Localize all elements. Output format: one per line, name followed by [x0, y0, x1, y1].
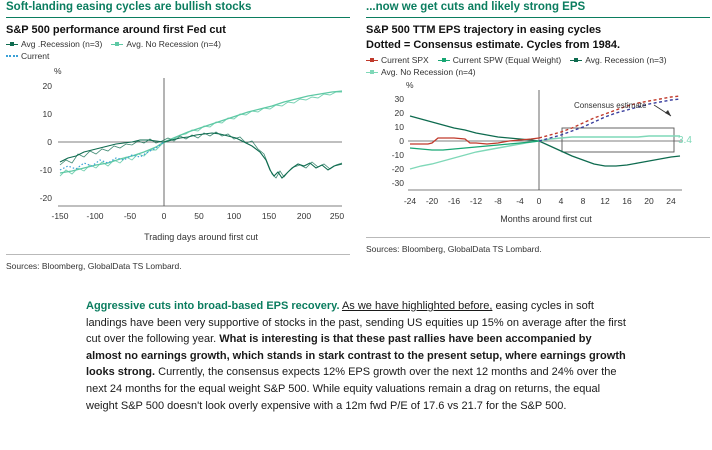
series-avg-no-recession: [60, 91, 342, 173]
y-tick-20: 20: [42, 81, 52, 91]
x-tick-100: 100: [226, 211, 242, 221]
annotation-arrow-head-icon: [665, 110, 671, 116]
y-tick-0: 0: [399, 136, 404, 146]
commentary-segment-2: Currently, the consensus expects 12% EPS growth over the next 12 months and 24% over the next 24 months for the equal weight S&P 500. While equity valuations remain a drag on returns, the equal weight S&P 500 doesn't look overly expensive with a 12m fwd P/E of 17.6 vs 21.7 for the S&P 500.: [86, 366, 617, 412]
x-tick-150: 150: [261, 211, 277, 221]
x-tick-neg16: -16: [447, 196, 461, 206]
commentary-bold-2: What is interesting is that these past rallies have been accompanied by almost no earnings growth, which stands in stark contrast to the present setup, where earnings growth looks strong.: [86, 333, 626, 379]
x-tick-50: 50: [194, 211, 204, 221]
legend-item-current-spw: [438, 54, 562, 66]
x-tick-neg50: -50: [123, 211, 137, 221]
legend-item-avg-no-recession: [111, 38, 221, 50]
legend-label: Current SPW (Equal Weight): [452, 55, 562, 65]
legend-item-current: [6, 50, 49, 62]
line-swatch-icon: [366, 72, 378, 73]
y-tick-neg20: -20: [391, 164, 404, 174]
legend-item-current-spx: [366, 54, 429, 66]
right-chart-svg: [366, 80, 710, 228]
x-tick-250: 250: [329, 211, 345, 221]
commentary-lead: Aggressive cuts into broad-based EPS recovery.: [86, 300, 340, 312]
legend-item-avg-recession: [6, 38, 102, 50]
y-tick-20: 20: [394, 108, 404, 118]
line-swatch-icon: [366, 60, 378, 61]
x-tick-8: 8: [580, 196, 586, 206]
left-source-note: Sources: Bloomberg, GlobalData TS Lombard.: [6, 261, 182, 271]
right-chart-subtitle: Dotted = Consensus estimate. Cycles from 1984.: [366, 39, 621, 51]
line-swatch-icon: [570, 60, 582, 61]
left-x-axis-title-svg: [6, 229, 350, 245]
y-tick-10: 10: [42, 109, 52, 119]
x-tick-neg4: -4: [516, 196, 524, 206]
series-avg-recession-detail: [60, 132, 342, 178]
x-tick-neg20: -20: [425, 196, 439, 206]
right-source-divider: [366, 237, 710, 238]
x-tick-200: 200: [296, 211, 312, 221]
x-tick-neg24: -24: [403, 196, 417, 206]
dotted-line-swatch-icon: [6, 55, 18, 57]
line-swatch-icon: [438, 60, 450, 61]
x-tick-neg12: -12: [469, 196, 483, 206]
y-tick-neg10: -10: [39, 165, 52, 175]
x-tick-neg150: -150: [51, 211, 69, 221]
callout-box: [562, 128, 674, 152]
x-tick-neg100: -100: [86, 211, 104, 221]
y-tick-30: 30: [394, 94, 404, 104]
x-tick-0: 0: [161, 211, 167, 221]
left-chart-legend: [6, 38, 350, 62]
y-tick-0: 0: [47, 137, 52, 147]
x-tick-0: 0: [536, 196, 542, 206]
right-chart-legend: [366, 54, 710, 78]
x-axis-title: Trading days around first cut: [144, 232, 258, 242]
left-chart-title: S&P 500 performance around first Fed cut: [6, 24, 226, 36]
legend-item-avg-recession: [570, 54, 666, 66]
right-chart-title: S&P 500 TTM EPS trajectory in easing cycles: [366, 24, 602, 36]
commentary-underlined: As we have highlighted before,: [341, 300, 493, 312]
y-axis-unit: %: [54, 66, 62, 76]
right-chart-panel: [366, 0, 710, 254]
x-tick-12: 12: [600, 196, 610, 206]
legend-label: Avg .Recession (n=3): [21, 39, 103, 49]
legend-label: Current SPX: [381, 55, 429, 65]
left-source-divider: [6, 254, 350, 255]
right-chart-canvas: [366, 80, 710, 233]
x-tick-24: 24: [666, 196, 676, 206]
commentary-segment-1: easing cycles in soft landings have been very supportive of stocks in the past, sending US equities up 15% on average after the first cut over the following year.: [86, 300, 626, 346]
line-swatch-icon: [6, 44, 18, 45]
x-tick-neg8: -8: [494, 196, 502, 206]
series-avg-recession: [60, 133, 342, 178]
left-chart-panel: [6, 0, 350, 271]
commentary-paragraph: [86, 298, 626, 414]
consensus-annotation: Consensus estimate: [574, 101, 647, 110]
y-tick-neg10: -10: [391, 150, 404, 160]
x-axis-title: Months around first cut: [500, 214, 592, 224]
legend-label: Avg. No Recession (n=4): [381, 67, 476, 77]
x-tick-16: 16: [622, 196, 632, 206]
y-tick-neg30: -30: [391, 178, 404, 188]
legend-item-avg-no-recession: [366, 66, 476, 78]
y-tick-neg20: -20: [39, 193, 52, 203]
x-tick-20: 20: [644, 196, 654, 206]
y-tick-10: 10: [394, 122, 404, 132]
left-chart-svg: [6, 64, 350, 224]
x-tick-4: 4: [558, 196, 564, 206]
right-panel-header: ...now we get cuts and likely strong EPS: [366, 0, 710, 18]
legend-label: Avg. Recession (n=3): [585, 55, 667, 65]
left-panel-header: Soft-landing easing cycles are bullish stocks: [6, 0, 350, 18]
right-source-note: Sources: Bloomberg, GlobalData TS Lombard.: [366, 244, 542, 254]
left-chart-canvas: [6, 64, 350, 250]
legend-label: Current: [21, 51, 50, 61]
legend-label: Avg. No Recession (n=4): [126, 39, 221, 49]
line-swatch-icon: [111, 44, 123, 45]
callout-value: 3.4: [678, 135, 692, 146]
y-axis-unit: %: [406, 80, 414, 90]
